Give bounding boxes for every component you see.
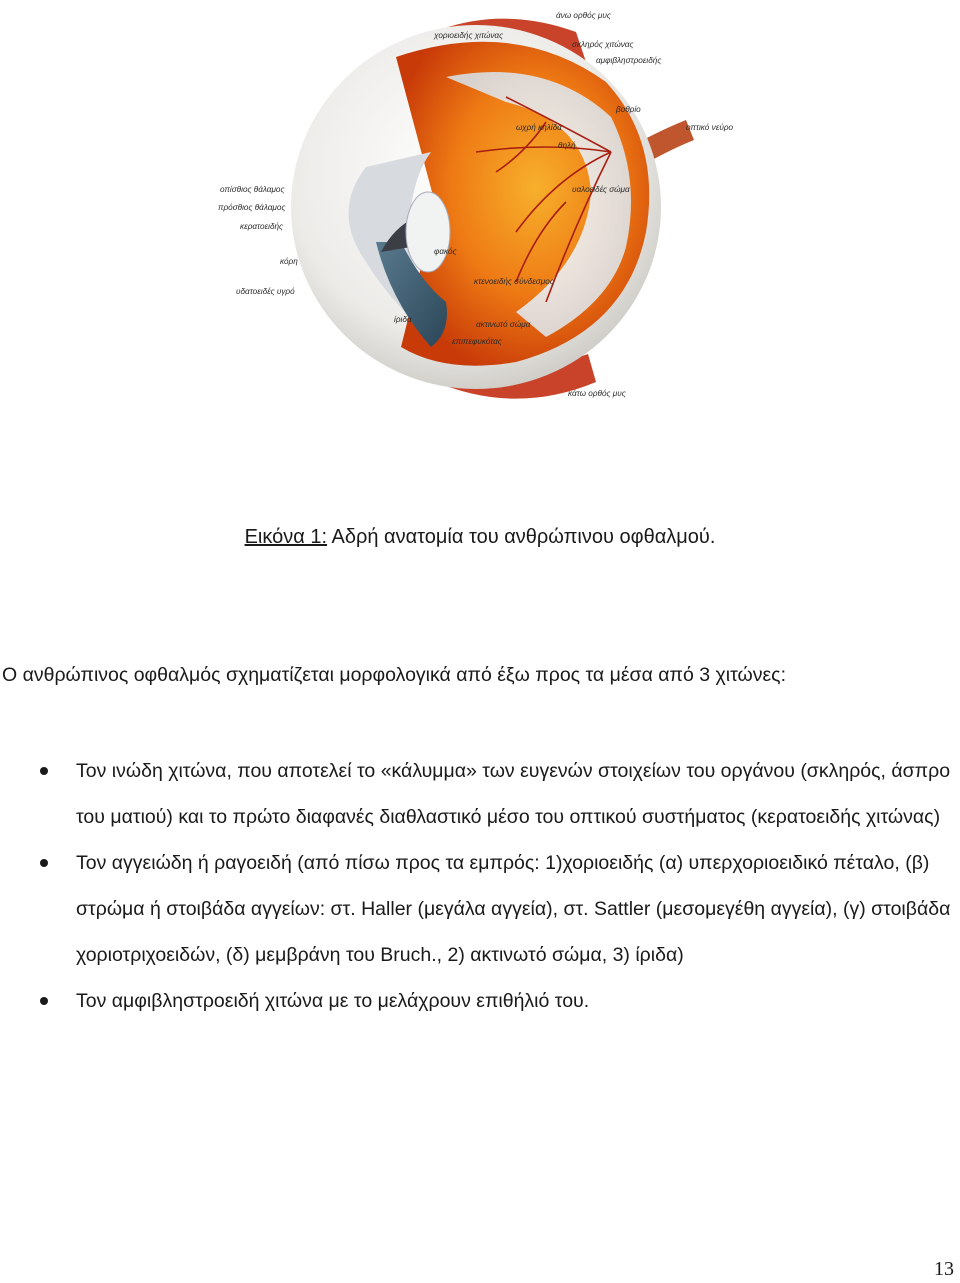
intro-paragraph: Ο ανθρώπινος οφθαλμός σχηματίζεται μορφολογικά από έξω προς τα μέσα από 3 χιτώνες: — [2, 664, 786, 686]
label-posterior-chamber: οπίσθιος θάλαμος — [220, 185, 285, 194]
label-optic-nerve: οπτικό νεύρο — [686, 123, 734, 132]
eye-anatomy-figure — [216, 2, 747, 418]
bullet-icon — [40, 997, 48, 1005]
label-anterior-chamber: πρόσθιος θάλαμος — [218, 203, 286, 212]
caption-label: Εικόνα 1: — [244, 526, 328, 548]
label-zonule: κτενοειδής σύνδεσμος — [474, 277, 554, 286]
list-item-text: Τον ινώδη χιτώνα, που αποτελεί το «κάλυμμα» των ευγενών στοιχείων του οργάνου (σκληρός, άσπρο του ματιού) και το πρώτο διαφανές διαθλαστικό μέσο του οπτικού συστήματος (κερατοειδής χιτώνας) — [76, 760, 951, 828]
label-optic-disc: θηλή — [558, 141, 576, 150]
caption-text: Αδρή ανατομία του ανθρώπινου οφθαλμού. — [327, 526, 716, 548]
label-top-rectus: άνω ορθός μυς — [556, 11, 611, 20]
label-iris: ίριδα — [394, 315, 412, 324]
bullet-icon — [40, 859, 48, 867]
label-sclera: σκληρός χιτώνας — [572, 40, 634, 49]
label-macula: ωχρή κηλίδα — [516, 123, 562, 132]
label-vitreous: υαλοειδές σώμα — [572, 185, 630, 194]
label-retina: αμφιβληστροειδής — [596, 56, 662, 65]
list-item-text: Τον αγγειώδη ή ραγοειδή (από πίσω προς τα εμπρός: 1)χοριοειδής (α) υπερχοριοειδικό πέταλο, (β) στρώμα ή στοιβάδα αγγείων: στ. Haller (μεγάλα αγγεία), στ. Sattler (μεσομεγέθη αγγεία), (γ) στοιβάδα χοριοτριχοειδών, (δ) μεμβράνη του Bruch., 2) ακτινωτό σώμα, 3) ίριδα) — [76, 852, 951, 966]
label-conjunctiva: επιπεφυκότας — [452, 337, 502, 346]
label-fossa: βοθρίο — [616, 105, 641, 114]
label-cornea: κερατοειδής — [240, 222, 284, 231]
label-bottom-rectus: κάτω ορθός μυς — [568, 389, 626, 398]
page-number: 13 — [934, 1258, 954, 1280]
list-item — [0, 978, 960, 1024]
label-ciliary-body: ακτινωτό σώμα — [476, 320, 531, 329]
lens-shape — [406, 192, 450, 272]
eye-anatomy-diagram — [216, 2, 747, 418]
list-item — [0, 840, 960, 978]
label-pupil: κόρη — [280, 257, 298, 266]
list-item-text: Τον αμφιβληστροειδή χιτώνα με το μελάχρουν επιθήλιό του. — [76, 990, 590, 1012]
figure-caption — [0, 526, 960, 549]
label-aqueous: υδατοειδές υγρό — [236, 287, 295, 296]
list-item — [0, 748, 960, 840]
label-lens: φακός — [434, 247, 457, 256]
label-choroid: χοριοειδής χιτώνας — [434, 31, 504, 40]
bullet-icon — [40, 767, 48, 775]
layers-list — [0, 748, 960, 1024]
